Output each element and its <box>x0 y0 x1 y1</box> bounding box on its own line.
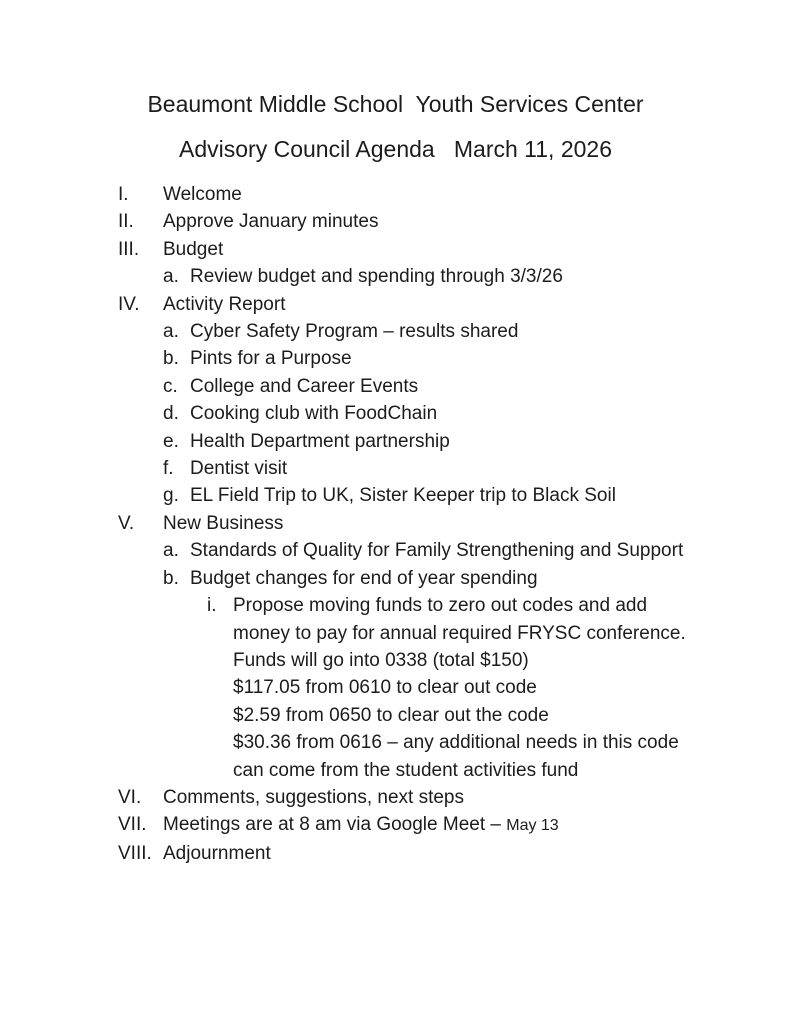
agenda-item-marker: i. <box>207 595 217 617</box>
agenda-item-marker: I. <box>118 184 129 205</box>
agenda-item-marker: III. <box>118 238 140 260</box>
agenda-item-text: $117.05 from 0610 to clear out code <box>233 677 537 699</box>
document-title-block <box>0 0 791 164</box>
agenda-item-text: $2.59 from 0650 to clear out the code <box>233 704 549 726</box>
agenda-item-marker: a. <box>163 266 179 288</box>
agenda-item-text: $30.36 from 0616 – any additional needs in this code <box>233 732 679 754</box>
agenda-item <box>0 208 791 235</box>
agenda-item-text: can come from the student activities fund <box>233 759 579 781</box>
agenda-item <box>0 455 791 482</box>
agenda-item <box>0 702 791 729</box>
agenda-item-marker: V. <box>118 512 135 534</box>
agenda-item <box>0 428 791 455</box>
agenda-item <box>0 510 791 537</box>
agenda-item-text: Activity Report <box>163 293 286 315</box>
agenda-item <box>0 620 791 647</box>
agenda-item <box>0 345 791 372</box>
agenda-item-marker: b. <box>163 348 179 370</box>
agenda-item-marker: f. <box>163 458 174 480</box>
agenda-item <box>0 318 791 345</box>
agenda-item-marker: VII. <box>118 814 147 836</box>
agenda-item-text: Review budget and spending through 3/3/26 <box>190 266 563 288</box>
agenda-item <box>0 757 791 784</box>
agenda-item-marker: d. <box>163 403 179 425</box>
agenda-item-text: Budget changes for end of year spending <box>190 567 538 589</box>
agenda-item-text: Welcome <box>163 184 242 205</box>
agenda-item-text: Propose moving funds to zero out codes and add <box>233 595 648 617</box>
agenda-item-suffix-small: May 13 <box>506 817 559 835</box>
agenda-item-text: College and Career Events <box>190 375 419 397</box>
agenda-item-marker: a. <box>163 540 179 562</box>
agenda-item-text: Standards of Quality for Family Strengthening and Support <box>190 540 684 562</box>
agenda-item-text: Cooking club with FoodChain <box>190 403 438 425</box>
agenda-item <box>0 840 791 867</box>
agenda-item-marker: VI. <box>118 786 142 808</box>
agenda-item-text: Cyber Safety Program – results shared <box>190 321 519 343</box>
agenda-item <box>0 674 791 701</box>
agenda-item-text: Dentist visit <box>190 458 288 480</box>
agenda-item <box>0 647 791 674</box>
agenda-item <box>0 729 791 756</box>
agenda-item <box>0 784 791 811</box>
agenda-item-marker: g. <box>163 485 179 507</box>
agenda-item-text: Adjournment <box>163 842 271 864</box>
agenda-item <box>0 291 791 318</box>
document-title: Beaumont Middle School Youth Services Center <box>147 91 644 117</box>
agenda-item-marker: a. <box>163 321 179 343</box>
agenda-item-text: Health Department partnership <box>190 430 450 452</box>
agenda-item-text: Funds will go into 0338 (total $150) <box>233 649 529 671</box>
agenda-item-marker: c. <box>163 375 178 397</box>
agenda-item <box>0 400 791 427</box>
agenda-item <box>0 565 791 592</box>
agenda-item-text: money to pay for annual required FRYSC conference. <box>233 622 686 644</box>
agenda-item-marker: VIII. <box>118 842 152 864</box>
agenda-item-text: Budget <box>163 238 224 260</box>
agenda-item-marker: e. <box>163 430 179 452</box>
agenda-item-text: Comments, suggestions, next steps <box>163 786 464 808</box>
agenda-item-text: New Business <box>163 512 284 534</box>
agenda-item-text: Meetings are at 8 am via Google Meet – <box>163 814 507 836</box>
agenda-item-text: Pints for a Purpose <box>190 348 352 370</box>
agenda-item <box>0 537 791 564</box>
agenda-item <box>0 181 791 208</box>
agenda-item <box>0 263 791 290</box>
agenda-list <box>0 181 791 867</box>
agenda-item-marker: II. <box>118 211 134 233</box>
agenda-item <box>0 482 791 509</box>
agenda-item-marker: b. <box>163 567 179 589</box>
agenda-item-marker: IV. <box>118 293 140 315</box>
agenda-item <box>0 592 791 619</box>
document-subtitle: Advisory Council Agenda March 11, 2026 <box>179 136 612 162</box>
agenda-item <box>0 236 791 263</box>
agenda-item <box>0 811 791 839</box>
agenda-item-text: Approve January minutes <box>163 211 379 233</box>
agenda-item-text: EL Field Trip to UK, Sister Keeper trip to Black Soil <box>190 485 616 507</box>
agenda-item <box>0 373 791 400</box>
